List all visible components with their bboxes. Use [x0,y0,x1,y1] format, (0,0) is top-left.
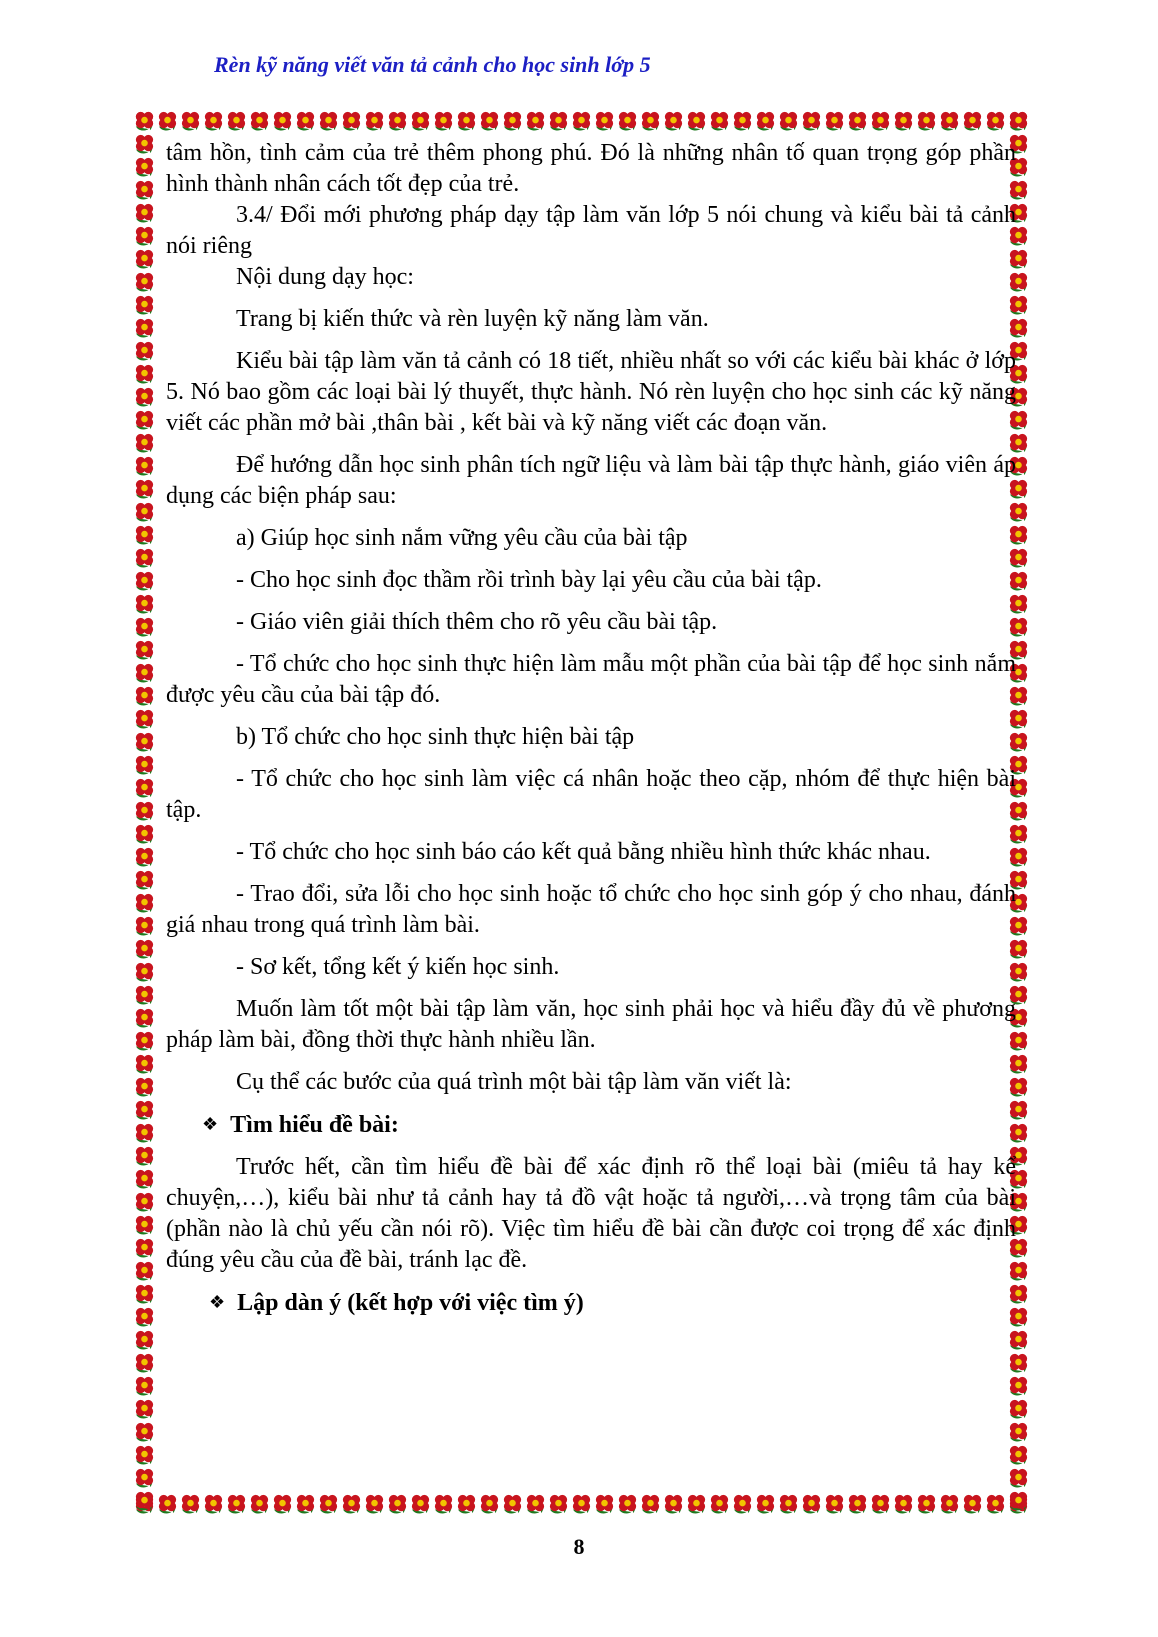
red-flower-icon [455,1493,478,1516]
red-flower-icon [133,363,156,386]
red-flower-icon [133,593,156,616]
red-flower-icon [133,800,156,823]
red-flower-icon [133,731,156,754]
red-flower-icon [133,133,156,156]
red-flower-icon [754,1493,777,1516]
red-flower-icon [133,340,156,363]
red-flower-icon [156,110,179,133]
diamond-bullet-icon: ❖ [209,1292,226,1312]
red-flower-icon [133,225,156,248]
red-flower-icon [133,1191,156,1214]
red-flower-icon [133,1007,156,1030]
red-flower-icon [1007,1421,1030,1444]
list-heading: a) Giúp học sinh nắm vững yêu cầu của bài tập [236,525,688,551]
red-flower-icon [984,1493,1007,1516]
red-flower-icon [432,110,455,133]
red-flower-icon [317,1493,340,1516]
red-flower-icon [133,1260,156,1283]
red-flower-icon [823,110,846,133]
red-flower-icon [432,1493,455,1516]
red-flower-icon [846,110,869,133]
red-flower-icon [961,110,984,133]
red-flower-icon [248,1493,271,1516]
red-flower-icon [133,823,156,846]
red-flower-icon [478,110,501,133]
paragraph: Để hướng dẫn học sinh phân tích ngữ liệu và làm bài tập thực hành, giáo viên áp dụng các biện pháp sau: [166,452,1016,509]
bullet-heading-label: Lập dàn ý (kết hợp với việc tìm ý) [237,1290,584,1316]
red-flower-icon [133,271,156,294]
red-flower-icon [133,938,156,961]
red-flower-icon [777,1493,800,1516]
red-flower-icon [133,777,156,800]
red-flower-icon [133,1490,156,1513]
red-flower-icon [616,1493,639,1516]
red-flower-icon [133,1168,156,1191]
red-flower-icon [915,110,938,133]
red-flower-icon [593,1493,616,1516]
red-flower-icon [133,1375,156,1398]
red-flower-icon [133,915,156,938]
red-flower-icon [133,869,156,892]
red-flower-icon [524,1493,547,1516]
bullet-heading [166,1109,1016,1141]
red-flower-icon [294,110,317,133]
list-item: - Cho học sinh đọc thầm rồi trình bày lại yêu cầu của bài tập. [236,567,822,593]
red-flower-icon [524,110,547,133]
list-item: - Giáo viên giải thích thêm cho rõ yêu cầu bài tập. [236,609,718,635]
red-flower-icon [685,1493,708,1516]
red-flower-icon [1007,1329,1030,1352]
list-item: - Sơ kết, tổng kết ý kiến học sinh. [236,954,560,980]
red-flower-icon [708,110,731,133]
red-flower-icon [547,1493,570,1516]
red-flower-icon [133,432,156,455]
red-flower-icon [639,110,662,133]
red-flower-icon [202,110,225,133]
red-flower-icon [754,110,777,133]
paragraph: Trước hết, cần tìm hiểu đề bài để xác định rõ thể loại bài (miêu tả hay kể chuyện,…), kiểu bài như tả cảnh hay tả đồ vật hoặc tả người,…và trọng tâm của bài (phần nào là chủ yếu cần nói rõ). Việc tìm hiểu đề bài cần được coi trọng để xác định đúng yêu cầu của đề bài, tránh lạc đề. [166,1154,1016,1273]
red-flower-icon [133,156,156,179]
list-item: - Tổ chức cho học sinh thực hiện làm mẫu một phần của bài tập để học sinh nắm được yêu cầu của bài tập đó. [166,651,1016,708]
red-flower-icon [133,179,156,202]
red-flower-icon [708,1493,731,1516]
red-flower-icon [1007,1444,1030,1467]
red-flower-icon [133,1122,156,1145]
red-flower-icon [386,1493,409,1516]
red-flower-icon [340,110,363,133]
red-flower-icon [593,110,616,133]
red-flower-icon [570,1493,593,1516]
red-flower-icon [248,110,271,133]
red-flower-icon [179,1493,202,1516]
red-flower-icon [133,1214,156,1237]
red-flower-icon [800,1493,823,1516]
red-flower-icon [133,639,156,662]
red-flower-icon [915,1493,938,1516]
red-flower-icon [1007,1490,1030,1513]
page-header-title: Rèn kỹ năng viết văn tả cảnh cho học sinh lớp 5 [214,52,651,77]
red-flower-icon [133,501,156,524]
red-flower-icon [133,570,156,593]
red-flower-icon [938,1493,961,1516]
red-flower-icon [225,110,248,133]
red-flower-icon [731,1493,754,1516]
red-flower-icon [133,1421,156,1444]
border-bottom [133,1493,1033,1519]
red-flower-icon [386,110,409,133]
red-flower-icon [133,1076,156,1099]
page-number: 8 [573,1534,585,1559]
red-flower-icon [1007,1352,1030,1375]
red-flower-icon [639,1493,662,1516]
red-flower-icon [133,754,156,777]
red-flower-icon [133,1145,156,1168]
list-heading: b) Tổ chức cho học sinh thực hiện bài tập [236,724,635,750]
red-flower-icon [1007,110,1030,133]
bullet-heading [166,1287,1016,1319]
red-flower-icon [478,1493,501,1516]
red-flower-icon [662,1493,685,1516]
paragraph: Cụ thể các bước của quá trình một bài tập làm văn viết là: [236,1069,792,1095]
paragraph: tâm hồn, tình cảm của trẻ thêm phong phú. Đó là những nhân tố quan trọng góp phần hình thành nhân cách tốt đẹp của trẻ. [166,140,1016,197]
red-flower-icon [202,1493,225,1516]
red-flower-icon [547,110,570,133]
red-flower-icon [271,1493,294,1516]
red-flower-icon [271,110,294,133]
red-flower-icon [409,110,432,133]
bullet-heading-label: Tìm hiểu đề bài: [230,1112,399,1138]
red-flower-icon [133,1352,156,1375]
red-flower-icon [570,110,593,133]
red-flower-icon [133,248,156,271]
section-heading: 3.4/ Đổi mới phương pháp dạy tập làm văn lớp 5 nói chung và kiểu bài tả cảnh nói riêng [166,202,1016,259]
red-flower-icon [777,110,800,133]
red-flower-icon [892,110,915,133]
list-item: - Tổ chức cho học sinh làm việc cá nhân hoặc theo cặp, nhóm để thực hiện bài tập. [166,766,1016,823]
red-flower-icon [225,1493,248,1516]
red-flower-icon [133,317,156,340]
red-flower-icon [938,110,961,133]
red-flower-icon [800,110,823,133]
list-item: - Trao đổi, sửa lỗi cho học sinh hoặc tổ chức cho học sinh góp ý cho nhau, đánh giá nhau trong quá trình làm bài. [166,881,1016,938]
red-flower-icon [133,961,156,984]
red-flower-icon [133,1467,156,1490]
red-flower-icon [133,1444,156,1467]
document-body [166,138,1016,1319]
paragraph: Nội dung dạy học: [236,264,414,290]
border-top [133,110,1033,136]
red-flower-icon [892,1493,915,1516]
red-flower-icon [133,1237,156,1260]
red-flower-icon [133,409,156,432]
red-flower-icon [133,846,156,869]
red-flower-icon [662,110,685,133]
red-flower-icon [133,685,156,708]
paragraph: Kiểu bài tập làm văn tả cảnh có 18 tiết, nhiều nhất so với các kiểu bài khác ở lớp 5. Nó bao gồm các loại bài lý thuyết, thực hành. Nó rèn luyện cho học sinh các kỹ năng viết các phần mở bài ,thân bài , kết bài và kỹ năng viết các đoạn văn. [166,348,1016,436]
red-flower-icon [1007,1467,1030,1490]
red-flower-icon [455,110,478,133]
red-flower-icon [363,1493,386,1516]
red-flower-icon [133,1306,156,1329]
red-flower-icon [133,478,156,501]
red-flower-icon [133,1329,156,1352]
red-flower-icon [363,110,386,133]
red-flower-icon [133,984,156,1007]
red-flower-icon [409,1493,432,1516]
paragraph: Muốn làm tốt một bài tập làm văn, học sinh phải học và hiểu đầy đủ về phương pháp làm bài, đồng thời thực hành nhiều lần. [166,996,1016,1053]
red-flower-icon [133,524,156,547]
red-flower-icon [846,1493,869,1516]
red-flower-icon [133,1030,156,1053]
paragraph: Trang bị kiến thức và rèn luyện kỹ năng làm văn. [236,306,709,332]
red-flower-icon [133,294,156,317]
red-flower-icon [133,1283,156,1306]
red-flower-icon [501,1493,524,1516]
red-flower-icon [685,110,708,133]
red-flower-icon [1007,1398,1030,1421]
list-item: - Tổ chức cho học sinh báo cáo kết quả bằng nhiều hình thức khác nhau. [236,839,931,865]
border-left [133,110,159,1519]
red-flower-icon [869,110,892,133]
red-flower-icon [133,708,156,731]
red-flower-icon [133,616,156,639]
red-flower-icon [616,110,639,133]
red-flower-icon [133,892,156,915]
red-flower-icon [133,110,156,133]
red-flower-icon [501,110,524,133]
red-flower-icon [179,110,202,133]
red-flower-icon [156,1493,179,1516]
red-flower-icon [731,110,754,133]
red-flower-icon [961,1493,984,1516]
red-flower-icon [133,386,156,409]
red-flower-icon [823,1493,846,1516]
red-flower-icon [133,1099,156,1122]
diamond-bullet-icon: ❖ [202,1114,219,1134]
red-flower-icon [984,110,1007,133]
red-flower-icon [1007,1375,1030,1398]
red-flower-icon [133,1398,156,1421]
red-flower-icon [133,1053,156,1076]
red-flower-icon [133,547,156,570]
red-flower-icon [133,662,156,685]
red-flower-icon [133,202,156,225]
red-flower-icon [133,455,156,478]
red-flower-icon [340,1493,363,1516]
red-flower-icon [869,1493,892,1516]
red-flower-icon [317,110,340,133]
red-flower-icon [294,1493,317,1516]
